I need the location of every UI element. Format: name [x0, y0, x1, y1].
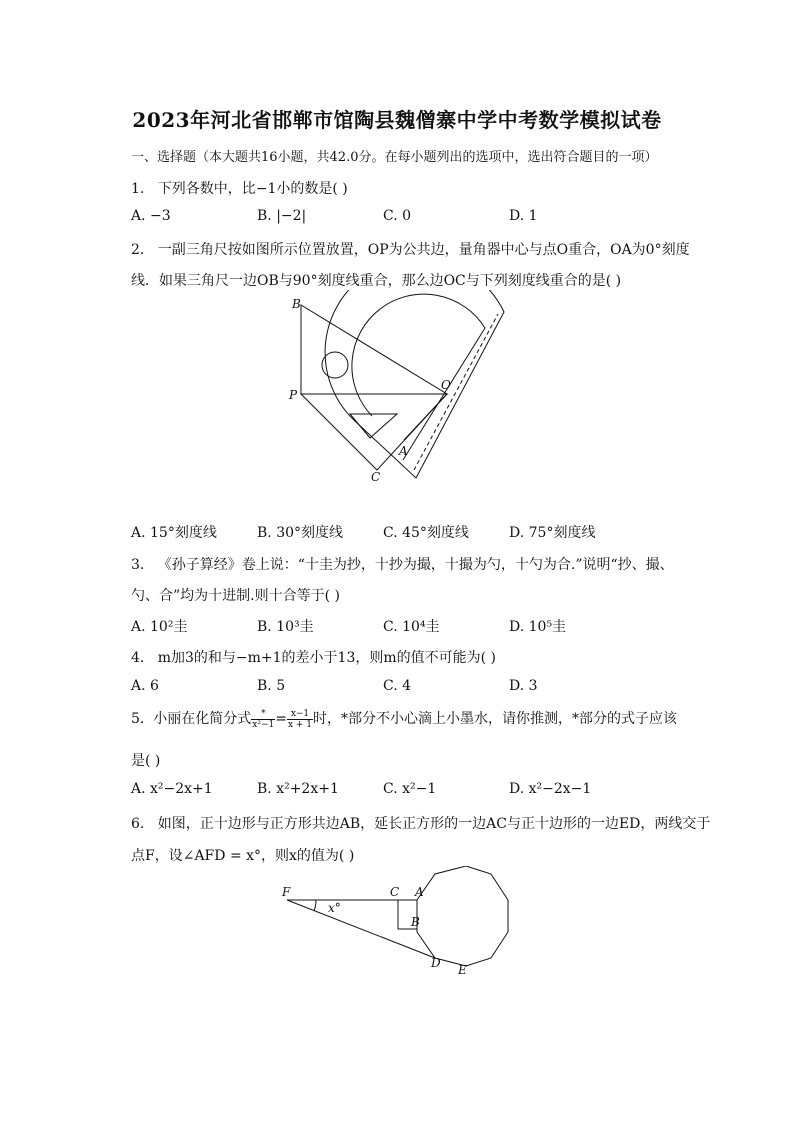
- section-heading: 一、选择题（本大题共16小题，共42.0分。在每小题列出的选项中，选出符合题目的一项）: [131, 150, 658, 165]
- question-text-post: 时，*部分不小心滴上小墨水，请你推测，*部分的式子应该: [313, 711, 678, 727]
- label-d: D: [431, 956, 441, 970]
- q5-option-a[interactable]: A. x²−2x+1: [131, 781, 213, 797]
- q2-option-c[interactable]: C. 45°刻度线: [383, 525, 469, 541]
- question-number: 3.: [131, 557, 145, 573]
- q3-option-a[interactable]: A. 10²圭: [131, 619, 188, 635]
- triangle-protractor-figure: [280, 290, 520, 490]
- q2-option-a[interactable]: A. 15°刻度线: [131, 525, 217, 541]
- question-number: 5.: [131, 711, 145, 727]
- question-text-line1: 如图，正十边形与正方形共边AB，延长正方形的一边AC与正十边形的一边ED，两线交于: [157, 816, 711, 832]
- q1-option-c[interactable]: C. 0: [383, 208, 412, 224]
- q2-option-d[interactable]: D. 75°刻度线: [509, 525, 596, 541]
- question-text-line1: 《孙子算经》卷上说：“十圭为抄，十抄为撮，十撮为勺，十勺为合.”说明“抄、撮、: [157, 557, 674, 573]
- q1-option-b[interactable]: B. |−2|: [257, 208, 307, 224]
- q3-option-d[interactable]: D. 10⁵圭: [509, 619, 567, 635]
- fraction-1: $\frac{*}{\text{x²−1}}$: [252, 708, 275, 730]
- q1-option-d[interactable]: D. 1: [509, 208, 538, 224]
- q4-option-d[interactable]: D. 3: [509, 678, 538, 694]
- label-o: O: [441, 378, 451, 392]
- label-p: P: [289, 388, 298, 402]
- label-a: A: [399, 444, 408, 458]
- label-x-degree: x°: [328, 901, 341, 915]
- fraction-2: $\frac{x-1}{x + 1}$: [287, 708, 313, 730]
- question-number: 4.: [131, 650, 145, 666]
- q4-option-c[interactable]: C. 4: [383, 678, 412, 694]
- question-text: 下列各数中，比−1小的数是( ): [157, 181, 348, 197]
- triangle-pco: [301, 394, 447, 470]
- q5-option-d[interactable]: D. x²−2x−1: [509, 781, 592, 797]
- q3-option-b[interactable]: B. 10³圭: [257, 619, 314, 635]
- label-e: E: [458, 963, 467, 977]
- q4-option-b[interactable]: B. 5: [257, 678, 286, 694]
- angle-arc: [314, 900, 316, 911]
- question-text-line2: 是( ): [131, 753, 161, 769]
- equals-sign: =: [275, 711, 287, 727]
- question-1: [131, 178, 348, 198]
- label-b: B: [411, 915, 420, 929]
- q2-option-b[interactable]: B. 30°刻度线: [257, 525, 344, 541]
- question-6: [131, 813, 710, 833]
- label-b: B: [292, 297, 301, 311]
- q5-option-b[interactable]: B. x²+2x+1: [257, 781, 339, 797]
- question-number: 1.: [131, 181, 145, 197]
- label-c: C: [390, 885, 400, 899]
- label-a: A: [415, 885, 424, 899]
- question-text-pre: 小丽在化简分式: [153, 711, 252, 727]
- question-text-line2: 线．如果三角尺一边OB与90°刻度线重合，那么边OC与下列刻度线重合的是( ): [131, 273, 622, 289]
- regular-decagon: [417, 866, 508, 966]
- question-text: m加3的和与−m+1的差小于13，则m的值不可能为( ): [157, 650, 497, 666]
- question-number: 2.: [131, 242, 145, 258]
- question-text-line1: 一副三角尺按如图所示位置放置，OP为公共边，量角器中心与点O重合，OA为0°刻度: [157, 242, 690, 258]
- protractor-dashed-line: [414, 314, 498, 470]
- q3-option-c[interactable]: C. 10⁴圭: [383, 619, 440, 635]
- question-4: [131, 647, 496, 667]
- question-text-line2: 勺、合”均为十进制.则十合等于( ): [131, 588, 340, 604]
- question-3: [131, 554, 674, 574]
- label-c: C: [371, 470, 381, 484]
- q4-option-a[interactable]: A. 6: [131, 678, 159, 694]
- decagon-square-figure: [278, 866, 518, 982]
- question-2: [131, 239, 690, 259]
- label-f: F: [282, 885, 291, 899]
- question-text-line2: 点F，设∠AFD = x°，则x的值为( ): [131, 848, 355, 864]
- question-5: [131, 708, 677, 730]
- line-oa: [404, 394, 447, 440]
- question-number: 6.: [131, 816, 145, 832]
- q1-option-a[interactable]: A. −3: [131, 208, 171, 224]
- q5-option-c[interactable]: C. x²−1: [383, 781, 437, 797]
- triangle-bpo: [301, 305, 447, 394]
- triangle-hole: [350, 414, 397, 438]
- page-title: 2023年河北省邯郸市馆陶县魏僧寨中学中考数学模拟试卷: [132, 108, 662, 132]
